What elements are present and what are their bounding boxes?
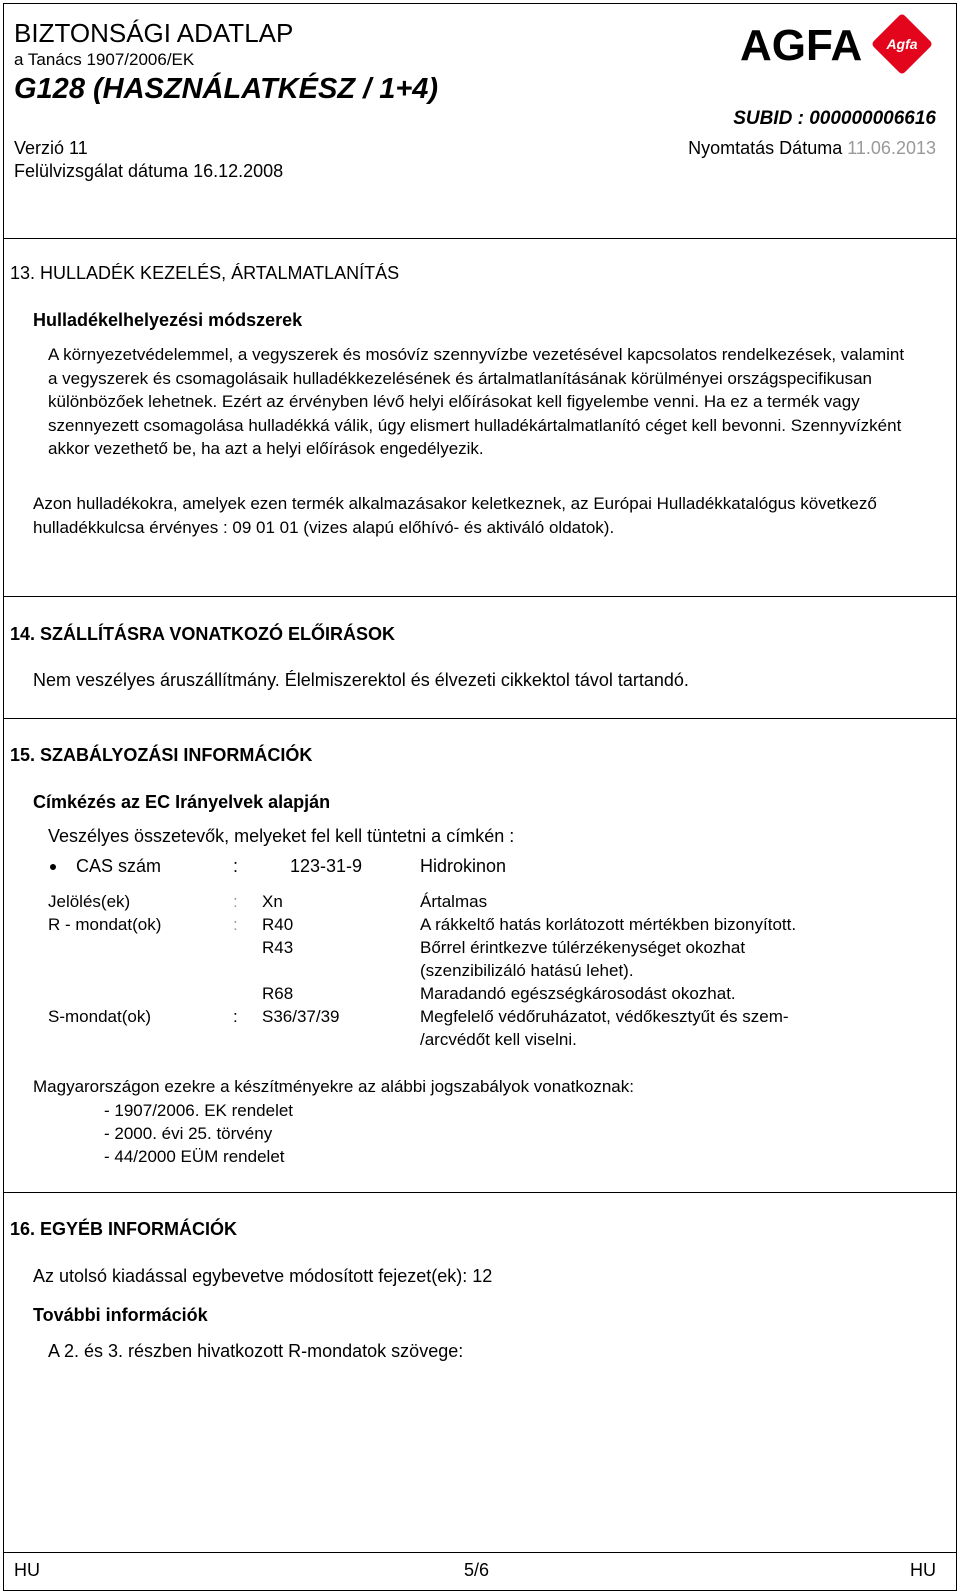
- law-item: - 44/2000 EÜM rendelet: [104, 1147, 285, 1166]
- label-row-text: A rákkeltő hatás korlátozott mértékben bizonyított.: [420, 915, 797, 934]
- version: Verzió 11: [14, 138, 88, 158]
- cas-number: 123-31-9: [290, 856, 363, 876]
- bullet-icon: [50, 864, 56, 870]
- print-date-line: [688, 137, 936, 159]
- subid: SUBID : 000000006616: [733, 108, 936, 129]
- label-row-text: Maradandó egészségkárosodást okozhat.: [420, 984, 736, 1003]
- page-number: 5/6: [464, 1560, 490, 1580]
- agfa-logo: [740, 14, 950, 74]
- label-row-text: /arcvédőt kell viselni.: [420, 1030, 577, 1049]
- label-row-text: Megfelelő védőruházatot, védőkesztyűt és szem-: [420, 1007, 789, 1026]
- label-row-code: R43: [262, 938, 294, 957]
- divider: [3, 1192, 957, 1193]
- cas-separator: :: [233, 856, 239, 876]
- label-row-label: Jelölés(ek): [48, 892, 131, 911]
- agfa-badge-text: Agfa: [886, 36, 918, 52]
- section-15-subtitle: Címkézés az EC Irányelvek alapján: [33, 792, 331, 812]
- divider: [3, 1552, 957, 1553]
- print-date-value: 11.06.2013: [847, 138, 936, 158]
- section-13-paragraph-1: A környezetvédelemmel, a vegyszerek és mosóvíz szennyvízbe vezetésével kapcsolatos rendelkezések, valamint a vegyszerek és csomagolásaik hulladékkezelésének és ártalmatlanításának körülményei országspecifikusan különbözőek lehetnek. Ezért az érvényben lévő helyi előírásokat kell figyelembe venni. Ha ez a termék vagy szennyezett csomagolása hulladékká válik, úgy elismert hulladékártalmatlanító céget kell bevonni. Szennyvízként akkor vezethető be, ha azt a helyi előírások engedélyezik.: [48, 345, 905, 458]
- label-row-code: R68: [262, 984, 294, 1003]
- revision-date: Felülvizsgálat dátuma 16.12.2008: [14, 161, 284, 181]
- document-title: BIZTONSÁGI ADATLAP: [14, 18, 294, 48]
- footer-language-left: HU: [14, 1560, 40, 1580]
- cas-substance-name: Hidrokinon: [420, 856, 507, 876]
- label-row-code: S36/37/39: [262, 1007, 340, 1026]
- label-row-label: R - mondat(ok): [48, 915, 162, 934]
- divider: [3, 596, 957, 597]
- section-13-paragraph-2: Azon hulladékokra, amelyek ezen termék alkalmazásakor keletkeznek, az Európai Hulladékkatalógus következő hulladékkulcsa érvényes : 09 01 01 (vizes alapú előhívó- és aktiváló oldatok).: [33, 494, 877, 537]
- label-row-text: Bőrrel érintkezve túlérzékenységet okozhat: [420, 938, 746, 957]
- regulation-reference: a Tanács 1907/2006/EK: [14, 50, 195, 69]
- label-row-text: (szenzibilizáló hatású lehet).: [420, 961, 634, 980]
- divider: [3, 238, 957, 239]
- label-row-separator: :: [233, 915, 238, 934]
- label-row-text: Ártalmas: [420, 892, 488, 911]
- law-item: - 2000. évi 25. törvény: [104, 1124, 273, 1143]
- section-15-title: 15. SZABÁLYOZÁSI INFORMÁCIÓK: [10, 745, 313, 765]
- section-14-text: Nem veszélyes áruszállítmány. Élelmiszerektol és élvezeti cikkektol távol tartandó.: [33, 670, 689, 690]
- label-row-separator: :: [233, 1007, 238, 1026]
- section-13-title: 13. HULLADÉK KEZELÉS, ÁRTALMATLANÍTÁS: [10, 263, 400, 283]
- label-row-code: Xn: [262, 892, 283, 911]
- section-14-title: 14. SZÁLLÍTÁSRA VONATKOZÓ ELŐIRÁSOK: [10, 624, 396, 644]
- agfa-wordmark: AGFA: [740, 21, 863, 70]
- law-item: - 1907/2006. EK rendelet: [104, 1101, 294, 1120]
- section-13-subtitle: Hulladékelhelyezési módszerek: [33, 310, 303, 330]
- label-row-label: S-mondat(ok): [48, 1007, 151, 1026]
- r-phrases-intro: A 2. és 3. részben hivatkozott R-mondatok szövege:: [48, 1341, 464, 1361]
- changed-sections: Az utolsó kiadással egybevetve módosított fejezet(ek): 12: [33, 1266, 493, 1286]
- product-name: G128 (HASZNÁLATKÉSZ / 1+4): [14, 73, 439, 105]
- footer-language-right: HU: [910, 1560, 936, 1580]
- cas-label: CAS szám: [76, 856, 162, 876]
- law-intro: Magyarországon ezekre a készítményekre az alábbi jogszabályok vonatkoznak:: [33, 1077, 634, 1096]
- label-row-separator: :: [233, 892, 238, 911]
- label-row-code: R40: [262, 915, 294, 934]
- print-date-label: Nyomtatás Dátuma: [688, 138, 843, 158]
- section-16-subtitle: További információk: [33, 1305, 208, 1325]
- hazard-components-intro: Veszélyes összetevők, melyeket fel kell tüntetni a címkén :: [48, 826, 515, 846]
- divider: [3, 718, 957, 719]
- section-16-title: 16. EGYÉB INFORMÁCIÓK: [10, 1219, 238, 1239]
